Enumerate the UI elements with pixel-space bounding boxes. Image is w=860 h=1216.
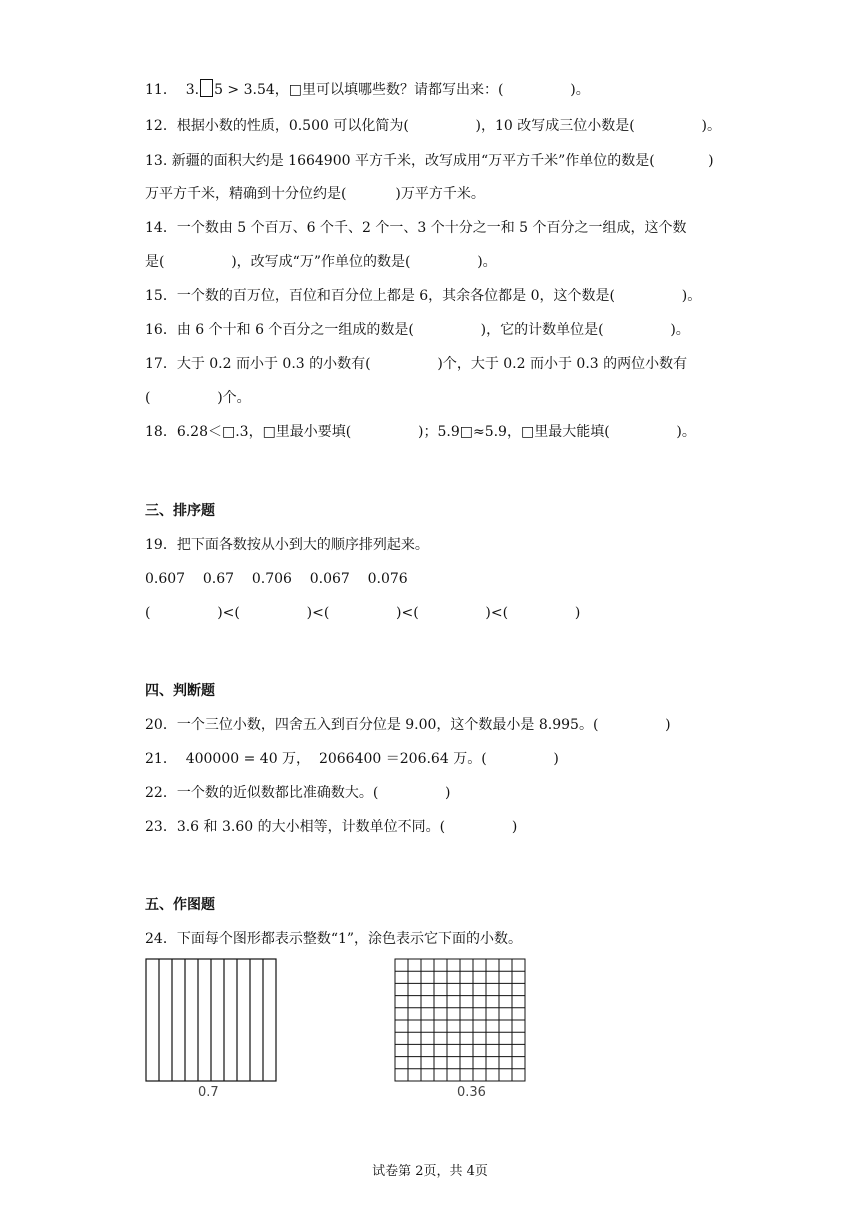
question-17-line-2: ( )个。 <box>145 390 251 406</box>
question-13-line-2: 万平方千米，精确到十分位约是( )万平方千米。 <box>145 186 485 202</box>
question-11 <box>145 79 590 100</box>
question-12: 12．根据小数的性质，0.500 可以化简为( )，10 改写成三位小数是( )。 <box>145 118 721 134</box>
question-24: 24．下面每个图形都表示整数“1”，涂色表示它下面的小数。 <box>145 931 523 947</box>
question-13-line-1: 13. 新疆的面积大约是 1664900 平方千米，改写成用“万平方千米”作单位的数是( ) <box>145 153 714 169</box>
question-23: 23．3.6 和 3.60 的大小相等，计数单位不同。( ) <box>145 819 518 835</box>
question-20: 20．一个三位小数，四舍五入到百分位是 9.00，这个数最小是 8.995。( ) <box>145 717 671 733</box>
question-11-text: 5 > 3.54，□里可以填哪些数？请都写出来：( )。 <box>214 82 590 98</box>
question-14-line-2: 是( )，改写成“万”作单位的数是( )。 <box>145 254 497 270</box>
question-14-line-1: 14．一个数由 5 个百万、6 个千、2 个一、3 个十分之一和 5 个百分之一组成，这个数 <box>145 220 687 236</box>
answer-box[interactable] <box>200 79 213 97</box>
ordering-blanks[interactable]: ( )<( )<( )<( )<( ) <box>145 605 581 621</box>
question-17-line-1: 17．大于 0.2 而小于 0.3 的小数有( )个，大于 0.2 而小于 0.3 的两位小数有 <box>145 356 688 372</box>
page-footer: 试卷第 2页，共 4页 <box>372 1164 488 1179</box>
grid-figure-caption: 0.36 <box>457 1085 486 1100</box>
section-heading-sorting: 三、排序题 <box>145 503 215 519</box>
question-16: 16．由 6 个十和 6 个百分之一组成的数是( )，它的计数单位是( )。 <box>145 322 690 338</box>
strip-figure[interactable] <box>145 958 277 1082</box>
question-19: 19．把下面各数按从小到大的顺序排列起来。 <box>145 537 429 553</box>
number-list: 0.607 0.67 0.706 0.067 0.076 <box>145 571 408 587</box>
question-11-prefix: 11． 3. <box>145 82 200 98</box>
question-21: 21． 400000 = 40 万， 2066400 ＝206.64 万。( ) <box>145 751 559 767</box>
question-18: 18．6.28＜□.3，□里最小要填( )；5.9□≈5.9，□里最大能填( )。 <box>145 424 696 440</box>
grid-figure[interactable] <box>394 958 526 1082</box>
section-heading-drawing: 五、作图题 <box>145 897 215 913</box>
question-15: 15．一个数的百万位，百位和百分位上都是 6，其余各位都是 0，这个数是( )。 <box>145 288 702 304</box>
section-heading-judgement: 四、判断题 <box>145 683 215 699</box>
question-22: 22．一个数的近似数都比准确数大。( ) <box>145 785 451 801</box>
strip-figure-caption: 0.7 <box>198 1085 219 1100</box>
